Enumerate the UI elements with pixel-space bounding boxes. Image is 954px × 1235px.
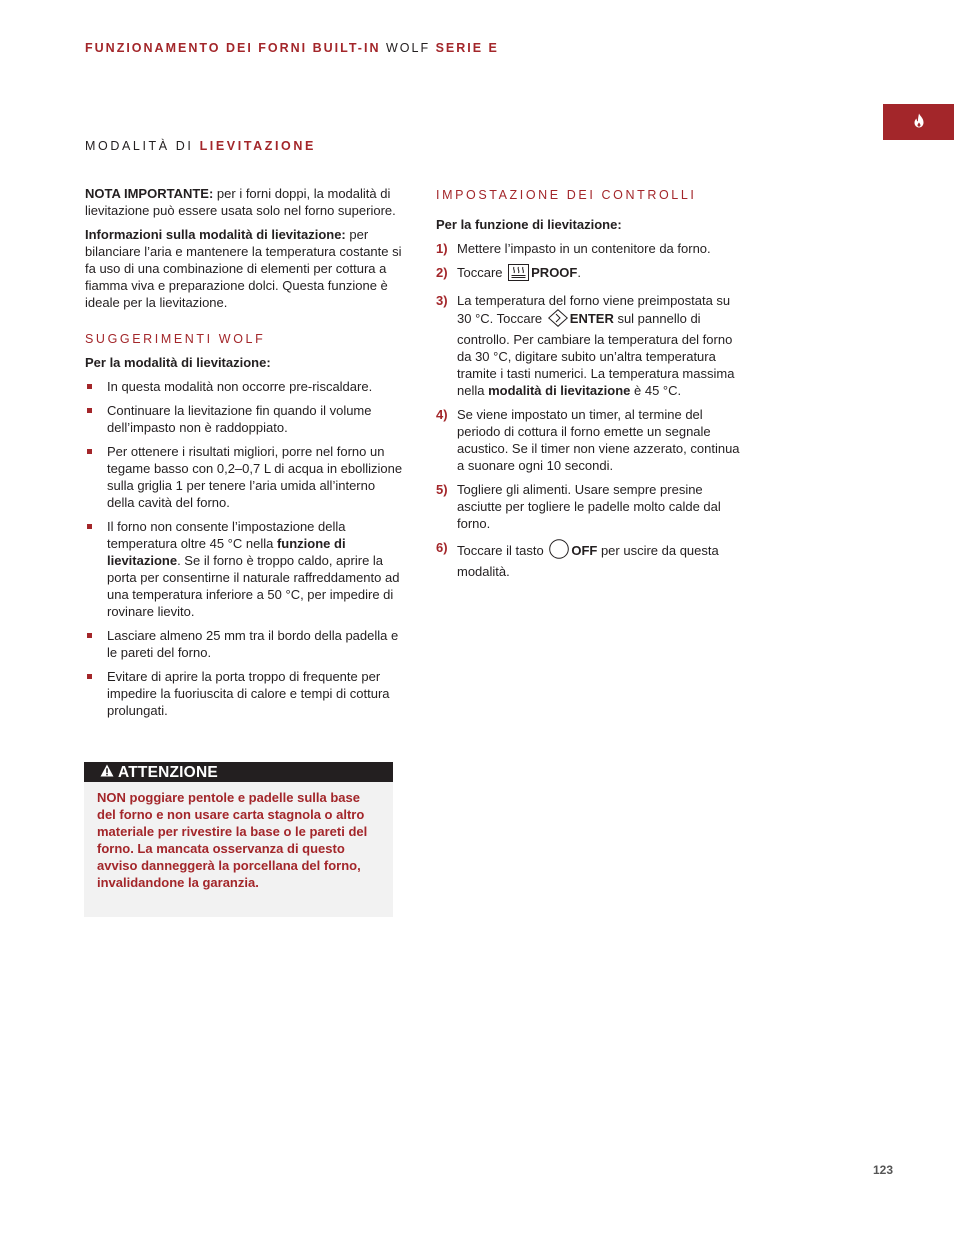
list-item: [85, 627, 405, 661]
section-tab: [883, 104, 954, 140]
warning-text: NON poggiare pentole e padelle sulla base del forno e non usare carta stagnola o altro materiale per rivestire la base o le pareti del forno. La mancata osservanza di questo avviso danneggerà la porcellana del forno, invalidandone la garanzia.: [97, 790, 368, 891]
step-number: 3): [436, 293, 448, 308]
list-item: [436, 406, 741, 474]
section-title: [85, 138, 316, 155]
warning-bar: [84, 762, 393, 782]
step-text: Mettere l’impasto in un contenitore da forno.: [457, 241, 711, 256]
tip-text: Lasciare almeno 25 mm tra il bordo della padella e le pareti del forno.: [107, 628, 399, 660]
tip-text: In questa modalità non occorre pre-riscaldare.: [107, 379, 373, 394]
step-text-a: Toccare il tasto: [457, 543, 548, 558]
step-text-a: Toccare: [457, 265, 507, 280]
step-text-a: La temperatura del forno viene preimpostata su 30 °C. Toccare: [457, 293, 731, 326]
step-text: Togliere gli alimenti. Usare sempre presine asciutte per togliere le padelle molto calde dal forno.: [457, 482, 721, 531]
step-text-e: è 45 °C.: [630, 383, 682, 398]
step-text-c: per uscire da questa modalità.: [457, 543, 719, 579]
list-item: [85, 402, 405, 436]
list-item: [85, 378, 405, 395]
enter-icon: [548, 309, 568, 331]
controls-lead: Per la funzione di lievitazione:: [436, 217, 622, 232]
warning-box: [84, 762, 393, 917]
off-icon: [549, 539, 569, 563]
bullet-square-icon: [87, 384, 92, 389]
tip-text: Evitare di aprire la porta troppo di frequente per impedire la fuoriuscita di calore e tempi di cottura prolungati.: [107, 669, 390, 718]
tips-heading: SUGGERIMENTI WOLF: [85, 332, 266, 346]
info-label: Informazioni sulla modalità di lievitazione:: [85, 227, 346, 242]
header-part3: SERIE E: [435, 41, 499, 55]
bullet-square-icon: [87, 633, 92, 638]
controls-heading: IMPOSTAZIONE DEI CONTROLLI: [436, 188, 697, 202]
tip-text: Per ottenere i risultati migliori, porre nel forno un tegame basso con 0,2–0,7 L di acqua in ebollizione sulla griglia 1 per tenere l’aria umida all’interno della cavità del forno.: [107, 444, 403, 510]
step-text-c: sul pannello di controllo. Per cambiare la temperatura del forno da 30 °C, digitare subito un’altra temperatura tramite i tasti numerici. La temperatura massima nella: [457, 311, 735, 398]
section-prefix: MODALITÀ DI: [85, 139, 194, 153]
info-paragraph: [85, 226, 405, 311]
right-column: [436, 187, 741, 587]
list-item: [436, 539, 741, 580]
list-item: [85, 518, 405, 620]
step-bold: ENTER: [569, 311, 614, 326]
tips-list: [85, 378, 405, 719]
note-label: NOTA IMPORTANTE:: [85, 186, 214, 201]
page-number: 123: [873, 1163, 894, 1177]
list-item: [436, 264, 741, 285]
left-column: [85, 185, 405, 726]
tip-text-c: . Se il forno è troppo caldo, aprire la porta per consentirne il naturale raffreddamento ad una temperatura inferiore a 50 °C, per impedire di rovinare lievito.: [107, 553, 400, 619]
step-number: 1): [436, 241, 448, 256]
header-brand: WOLF: [385, 41, 431, 55]
bullet-square-icon: [87, 524, 92, 529]
step-number: 6): [436, 540, 448, 555]
tips-lead: Per la modalità di lievitazione:: [85, 355, 271, 370]
header-part1: FUNZIONAMENTO DEI FORNI BUILT-IN: [85, 41, 381, 55]
step-text: Se viene impostato un timer, al termine del periodo di cottura il forno emette un segnale acustico. Se il timer non viene azzerato, continua a suonare ogni 10 secondi.: [457, 407, 740, 473]
list-item: [436, 481, 741, 532]
list-item: [436, 240, 741, 257]
step-number: 2): [436, 265, 448, 280]
step-text-c: .: [577, 265, 581, 280]
running-header: [85, 40, 499, 57]
steps-list: [436, 240, 741, 580]
bullet-square-icon: [87, 449, 92, 454]
warning-title: ATTENZIONE: [118, 763, 218, 781]
bullet-square-icon: [87, 408, 92, 413]
section-title-strong: LIEVITAZIONE: [199, 139, 316, 153]
important-note: [85, 185, 405, 219]
list-item: [436, 292, 741, 399]
tip-text-bold: funzione di lievitazione: [107, 536, 346, 568]
list-item: [85, 443, 405, 511]
flame-icon: [913, 113, 925, 132]
proof-icon: [508, 264, 529, 285]
tip-text: Continuare la lievitazione fin quando il volume dell’impasto non è raddoppiato.: [107, 403, 372, 435]
bullet-square-icon: [87, 674, 92, 679]
step-bold: PROOF: [531, 265, 578, 280]
info-text: per bilanciare l’aria e mantenere la temperatura costante si fa uso di una combinazione di elementi per cottura a fiamma viva e preparazione dolci. Questa funzione è ideale per la lievitazione.: [85, 227, 402, 310]
warning-triangle-icon: [100, 764, 118, 781]
tip-text-a: Il forno non consente l’impostazione della temperatura oltre 45 °C nella: [107, 519, 346, 551]
step-bold: OFF: [571, 543, 598, 558]
step-number: 5): [436, 482, 448, 497]
step-bold-d: modalità di lievitazione: [488, 383, 631, 398]
list-item: [85, 668, 405, 719]
note-text: per i forni doppi, la modalità di lievitazione può essere usata solo nel forno superiore.: [85, 186, 396, 218]
step-number: 4): [436, 407, 448, 422]
